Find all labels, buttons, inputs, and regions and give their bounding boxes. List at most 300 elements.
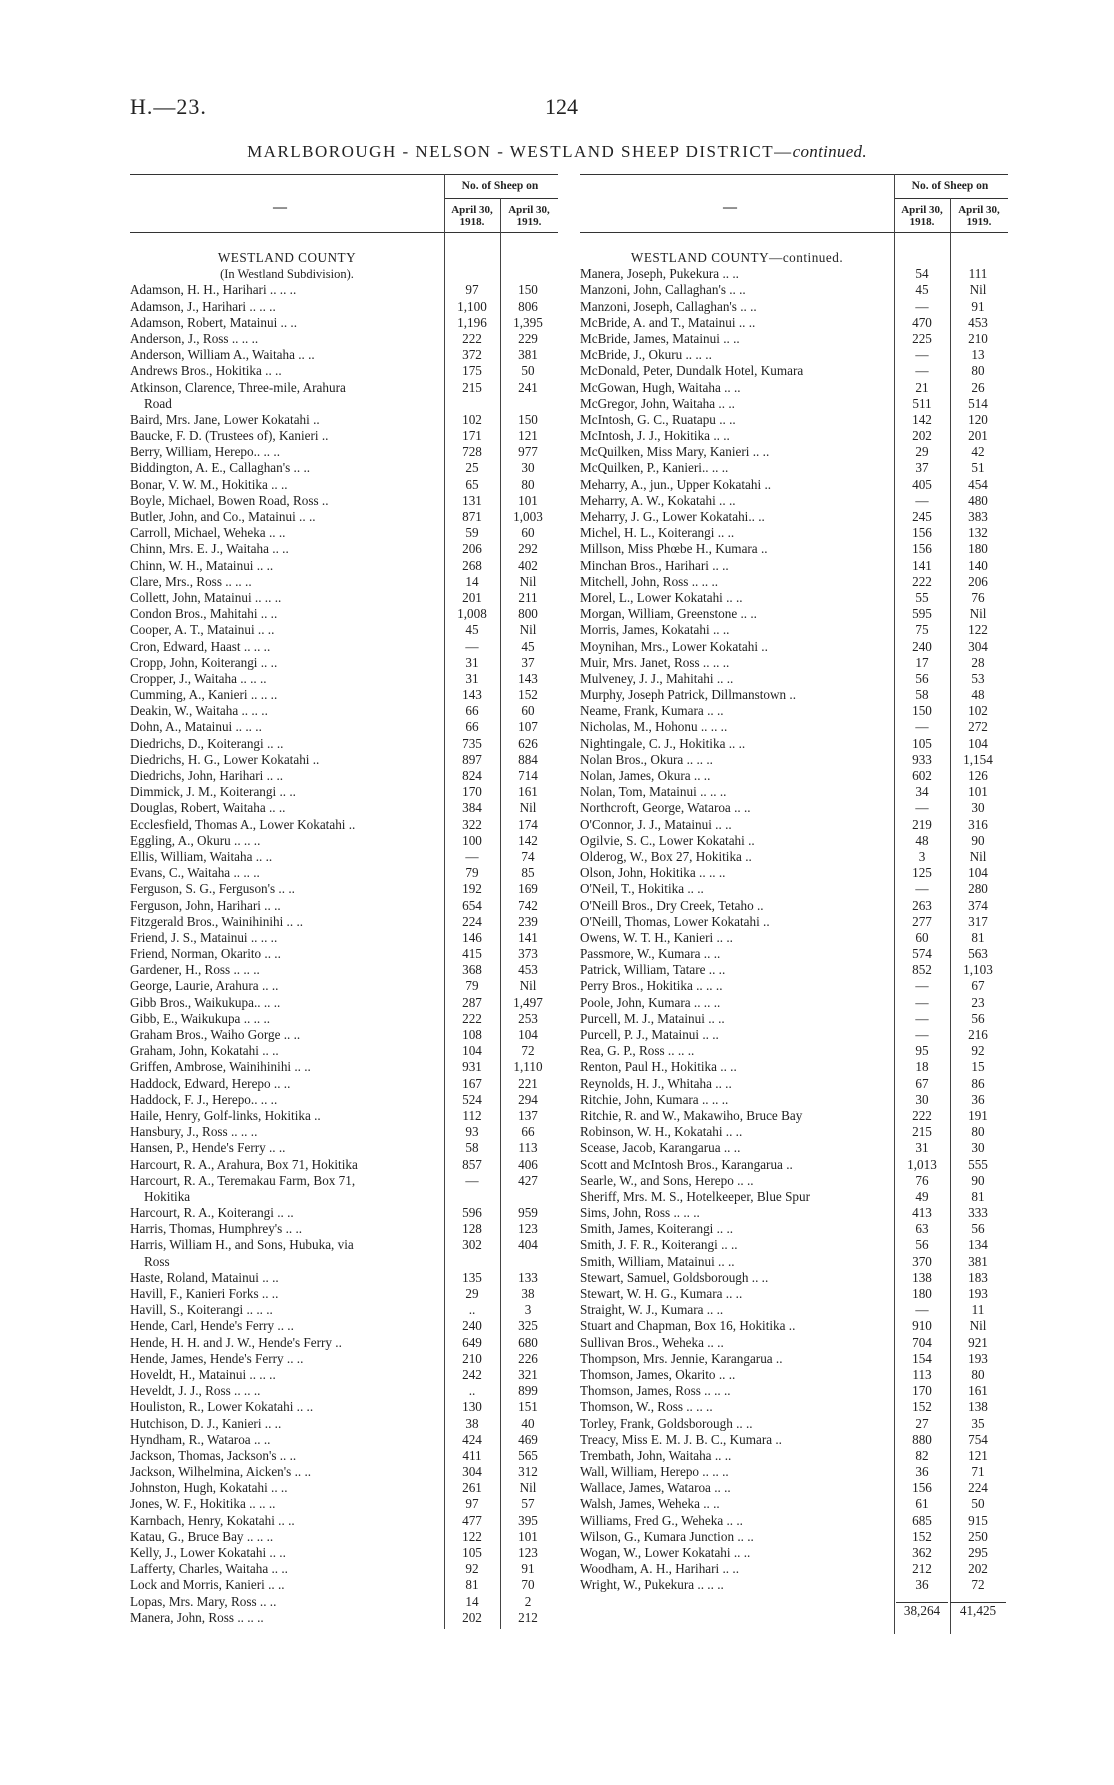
sheep-1919: 514 bbox=[968, 395, 988, 411]
table-row bbox=[130, 315, 558, 331]
table-row bbox=[130, 1496, 558, 1512]
sheep-1918: 93 bbox=[465, 1124, 479, 1140]
table-row bbox=[580, 833, 1008, 849]
table-row bbox=[580, 1157, 1008, 1173]
sheep-1919: 395 bbox=[518, 1512, 538, 1528]
sheep-1919: 3 bbox=[524, 1302, 532, 1318]
sheep-1919: 224 bbox=[968, 1480, 988, 1496]
table-row bbox=[580, 1367, 1008, 1383]
sheep-1919: 1,103 bbox=[963, 962, 993, 978]
sheep-1918: 142 bbox=[912, 411, 932, 427]
sheep-1918: 60 bbox=[915, 929, 929, 945]
owner-name: Carroll, Michael, Weheka .. .. bbox=[130, 525, 286, 541]
table-row bbox=[580, 1189, 1008, 1205]
table-row bbox=[130, 817, 558, 833]
sheep-1918: 477 bbox=[462, 1512, 482, 1528]
header-col-1919-line1: April 30, bbox=[958, 204, 1000, 216]
sheep-1919: 113 bbox=[518, 1140, 538, 1156]
county-heading-text: WESTLAND COUNTY bbox=[217, 250, 357, 265]
header-col-1919 bbox=[500, 204, 558, 228]
sheep-1919: 304 bbox=[968, 638, 988, 654]
sheep-1919: 40 bbox=[521, 1415, 535, 1431]
owner-name: McBride, A. and T., Matainui .. .. bbox=[580, 314, 756, 330]
table-row bbox=[580, 622, 1008, 638]
sheep-1919: 56 bbox=[971, 1221, 985, 1237]
sheep-1919: 143 bbox=[518, 670, 538, 686]
sheep-1919: 30 bbox=[521, 460, 535, 476]
owner-name: Dohn, A., Matainui .. .. .. bbox=[130, 719, 262, 735]
sheep-1919: 101 bbox=[968, 784, 988, 800]
owner-name: Heveldt, J. J., Ross .. .. .. bbox=[130, 1383, 261, 1399]
sheep-1919: Nil bbox=[519, 622, 537, 638]
owner-name: Haddock, F. J., Herepo.. .. .. bbox=[130, 1091, 278, 1107]
table-row bbox=[580, 1059, 1008, 1075]
table-row bbox=[130, 1173, 558, 1189]
table-row bbox=[130, 1124, 558, 1140]
sheep-1919: 312 bbox=[518, 1464, 538, 1480]
header-group-label: No. of Sheep on bbox=[461, 180, 539, 192]
table-row bbox=[580, 1270, 1008, 1286]
owner-name: Harris, Thomas, Humphrey's .. .. bbox=[130, 1221, 303, 1237]
table-row bbox=[130, 639, 558, 655]
owner-name: Meharry, A. W., Kokatahi .. .. bbox=[580, 492, 736, 508]
owner-name: Ferguson, S. G., Ferguson's .. .. bbox=[130, 881, 295, 897]
table-row bbox=[580, 493, 1008, 509]
sheep-1918: 112 bbox=[462, 1107, 482, 1123]
sheep-1918: 152 bbox=[912, 1399, 932, 1415]
sheep-1918: 287 bbox=[462, 994, 482, 1010]
sheep-1918: — bbox=[465, 1172, 479, 1188]
table-row bbox=[580, 914, 1008, 930]
sheep-1918: 92 bbox=[465, 1561, 479, 1577]
owner-name: Karnbach, Henry, Kokatahi .. .. bbox=[130, 1512, 295, 1528]
sheep-1919: 50 bbox=[971, 1496, 985, 1512]
sheep-1919: 90 bbox=[971, 832, 985, 848]
owner-name: Ritchie, R. and W., Makawiho, Bruce Bay bbox=[580, 1107, 803, 1123]
sheep-1919: 321 bbox=[518, 1366, 538, 1382]
sheep-1919: 56 bbox=[971, 1010, 985, 1026]
sheep-1918: — bbox=[915, 1010, 929, 1026]
sheep-1919: 280 bbox=[968, 881, 988, 897]
owner-name: Hansbury, J., Ross .. .. .. bbox=[130, 1124, 258, 1140]
owner-name: Gardener, H., Ross .. .. .. bbox=[130, 962, 260, 978]
sheep-1918: 1,013 bbox=[907, 1156, 937, 1172]
sheep-1919: 60 bbox=[521, 703, 535, 719]
table-row bbox=[580, 1496, 1008, 1512]
sheep-1919: 76 bbox=[971, 589, 985, 605]
owner-name: Harcourt, R. A., Koiterangi .. .. bbox=[130, 1205, 294, 1221]
owner-name: Bonar, V. W. M., Hokitika .. .. bbox=[130, 476, 288, 492]
table-row bbox=[580, 1173, 1008, 1189]
table-row bbox=[130, 331, 558, 347]
owner-name: Passmore, W., Kumara .. .. bbox=[580, 946, 721, 962]
owner-name: Scease, Jacob, Karangarua .. .. bbox=[580, 1140, 741, 1156]
sheep-1919: 241 bbox=[518, 379, 538, 395]
sheep-1918: — bbox=[915, 363, 929, 379]
table-row bbox=[130, 946, 558, 962]
sheep-1918: 596 bbox=[462, 1205, 482, 1221]
table-row bbox=[130, 1545, 558, 1561]
owner-name: O'Neill, Thomas, Lower Kokatahi .. bbox=[580, 913, 770, 929]
sheep-1919: 126 bbox=[968, 768, 988, 783]
table-row bbox=[130, 1399, 558, 1415]
sheep-1919: 134 bbox=[968, 1237, 988, 1253]
table-row bbox=[580, 1092, 1008, 1108]
sheep-1918: 154 bbox=[912, 1350, 932, 1366]
table-row bbox=[130, 1140, 558, 1156]
owner-name: Cumming, A., Kanieri .. .. .. bbox=[130, 687, 278, 703]
sheep-1919: 427 bbox=[518, 1172, 538, 1188]
table-row bbox=[130, 1108, 558, 1124]
table-row bbox=[130, 1157, 558, 1173]
sheep-1918: 37 bbox=[915, 460, 929, 476]
owner-name: Harris, William H., and Sons, Hubuka, via bbox=[130, 1237, 354, 1253]
sheep-1919: 221 bbox=[518, 1075, 538, 1091]
owner-name: Manera, John, Ross .. .. .. bbox=[130, 1609, 264, 1625]
sheep-1918: 131 bbox=[462, 492, 482, 508]
sheep-1918: 268 bbox=[462, 557, 482, 573]
table-row bbox=[130, 444, 558, 460]
header-bottom-rule bbox=[130, 232, 558, 233]
table-row bbox=[580, 1302, 1008, 1318]
sheep-1919: 81 bbox=[971, 929, 985, 945]
owner-name: Smith, William, Matainui .. .. bbox=[580, 1253, 735, 1269]
owner-name: Baucke, F. D. (Trustees of), Kanieri .. bbox=[130, 428, 329, 444]
sheep-1918: 146 bbox=[462, 929, 482, 945]
table-row bbox=[580, 1448, 1008, 1464]
owner-name: Straight, W. J., Kumara .. .. bbox=[580, 1302, 724, 1318]
owner-name: McDonald, Peter, Dundalk Hotel, Kumara bbox=[580, 363, 804, 379]
table-row bbox=[130, 1577, 558, 1593]
owner-name: Harcourt, R. A., Arahura, Box 71, Hokitika bbox=[130, 1156, 358, 1172]
sheep-1918: 857 bbox=[462, 1156, 482, 1172]
sheep-1918: 511 bbox=[912, 395, 932, 411]
county-heading bbox=[130, 250, 558, 266]
sheep-1918: 156 bbox=[912, 541, 932, 557]
sheep-1919: 35 bbox=[971, 1415, 985, 1431]
table-row bbox=[580, 460, 1008, 476]
sheep-1918: 48 bbox=[915, 832, 929, 848]
table-row bbox=[580, 1076, 1008, 1092]
header-sub-rule bbox=[444, 198, 558, 199]
sheep-1918: 171 bbox=[462, 428, 482, 444]
owner-name: Stewart, Samuel, Goldsborough .. .. bbox=[580, 1269, 769, 1285]
sheep-1918: 55 bbox=[915, 589, 929, 605]
table-row bbox=[580, 639, 1008, 655]
table-row bbox=[130, 1610, 558, 1626]
sheep-1918: 201 bbox=[462, 589, 482, 605]
table-row bbox=[130, 1367, 558, 1383]
owner-name: Walsh, James, Weheka .. .. bbox=[580, 1496, 720, 1512]
sheep-1919: 453 bbox=[518, 962, 538, 978]
owner-name: Scott and McIntosh Bros., Karangarua .. bbox=[580, 1156, 793, 1172]
table-row bbox=[130, 412, 558, 428]
sheep-1918: 36 bbox=[915, 1577, 929, 1593]
sheep-1919: 469 bbox=[518, 1431, 538, 1447]
sheep-1919: 132 bbox=[968, 525, 988, 541]
sheep-1918: 156 bbox=[912, 525, 932, 541]
owner-name: Thomson, James, Okarito .. .. bbox=[580, 1366, 736, 1382]
table-row bbox=[130, 1254, 558, 1270]
sheep-1919: 193 bbox=[968, 1286, 988, 1301]
owner-name: Fitzgerald Bros., Wainihinihi .. .. bbox=[130, 913, 304, 929]
page-number: 124 bbox=[545, 94, 578, 119]
owner-name: McBride, J., Okuru .. .. .. bbox=[580, 347, 712, 363]
sheep-1918: 852 bbox=[912, 962, 932, 978]
sheep-1919: Nil bbox=[969, 848, 987, 864]
table-row bbox=[130, 1383, 558, 1399]
table-row bbox=[130, 736, 558, 752]
table-row bbox=[580, 541, 1008, 557]
owner-name: Hutchison, D. J., Kanieri .. .. bbox=[130, 1415, 282, 1431]
sheep-1918: 728 bbox=[462, 444, 482, 460]
owner-name: Murphy, Joseph Patrick, Dillmanstown .. bbox=[580, 687, 796, 703]
sheep-1918: 56 bbox=[915, 1237, 929, 1253]
table-row bbox=[580, 768, 1008, 784]
table-row bbox=[130, 655, 558, 671]
table-row bbox=[130, 1480, 558, 1496]
table-row bbox=[580, 1513, 1008, 1529]
owner-name: Haddock, Edward, Herepo .. .. bbox=[130, 1075, 291, 1091]
owner-name: Road bbox=[144, 395, 172, 411]
table-row bbox=[580, 687, 1008, 703]
owner-name: Graham, John, Kokatahi .. .. bbox=[130, 1043, 279, 1059]
owner-name: Adamson, H. H., Harihari .. .. .. bbox=[130, 282, 297, 298]
sheep-1919: 38 bbox=[521, 1286, 535, 1301]
sheep-1918: 370 bbox=[912, 1253, 932, 1269]
sheep-1919: 122 bbox=[968, 622, 988, 638]
header-dash: — bbox=[273, 200, 287, 215]
sheep-1918: 66 bbox=[465, 703, 479, 719]
owner-name: Ferguson, John, Harihari .. .. bbox=[130, 897, 281, 913]
sheep-1919: 42 bbox=[971, 444, 985, 460]
sheep-1919: 137 bbox=[518, 1107, 538, 1123]
owner-name: Atkinson, Clarence, Three-mile, Arahura bbox=[130, 379, 346, 395]
owner-name: Lopas, Mrs. Mary, Ross .. .. bbox=[130, 1593, 277, 1609]
table-row bbox=[580, 347, 1008, 363]
sheep-1918: 143 bbox=[462, 687, 482, 703]
sheep-1918: 59 bbox=[465, 525, 479, 541]
table-row bbox=[580, 1432, 1008, 1448]
owner-name: Mitchell, John, Ross .. .. .. bbox=[580, 573, 719, 589]
owner-name: Cropper, J., Waitaha .. .. .. bbox=[130, 670, 267, 686]
sheep-1919: 80 bbox=[971, 1124, 985, 1140]
sheep-1919: 454 bbox=[968, 476, 988, 492]
sheep-1919: 30 bbox=[971, 1140, 985, 1156]
sheep-1919: 404 bbox=[518, 1237, 538, 1253]
table-row bbox=[580, 946, 1008, 962]
sheep-1919: 193 bbox=[968, 1350, 988, 1366]
owner-name: Boyle, Michael, Bowen Road, Ross .. bbox=[130, 492, 329, 508]
owner-name: Jones, W. F., Hokitika .. .. .. bbox=[130, 1496, 276, 1512]
owner-name: Morgan, William, Greenstone .. .. bbox=[580, 606, 757, 622]
sheep-1919: 211 bbox=[518, 589, 538, 605]
table-row bbox=[580, 719, 1008, 735]
sheep-1919: 742 bbox=[518, 897, 538, 913]
owner-name: Stewart, W. H. G., Kumara .. .. bbox=[580, 1286, 743, 1301]
sheep-1918: 95 bbox=[915, 1043, 929, 1059]
sheep-1918: 192 bbox=[462, 881, 482, 897]
table-row bbox=[580, 1011, 1008, 1027]
table-row bbox=[580, 1561, 1008, 1577]
table-row bbox=[580, 1108, 1008, 1124]
owner-name: McIntosh, J. J., Hokitika .. .. bbox=[580, 428, 730, 444]
sheep-1918: 735 bbox=[462, 735, 482, 751]
table-row bbox=[580, 865, 1008, 881]
table-row bbox=[130, 833, 558, 849]
header-group-label: No. of Sheep on bbox=[911, 180, 989, 192]
owner-name: Muir, Mrs. Janet, Ross .. .. .. bbox=[580, 654, 730, 670]
sheep-1918: 277 bbox=[912, 913, 932, 929]
table-row bbox=[580, 412, 1008, 428]
sheep-1918: 180 bbox=[912, 1286, 932, 1301]
sheep-1918: 79 bbox=[465, 978, 479, 994]
sheep-1919: 295 bbox=[968, 1545, 988, 1560]
sheep-1918: 97 bbox=[465, 282, 479, 298]
sheep-1919: 151 bbox=[518, 1399, 538, 1415]
table-row bbox=[130, 299, 558, 315]
header-col-1918-line2: 1918. bbox=[459, 216, 485, 228]
sheep-1919: 202 bbox=[968, 1561, 988, 1577]
table-row bbox=[130, 1092, 558, 1108]
sheep-1919: 28 bbox=[971, 654, 985, 670]
total-1919: 41,425 bbox=[950, 1602, 1006, 1619]
sheep-1918: 368 bbox=[462, 962, 482, 978]
sheep-1918: 224 bbox=[462, 913, 482, 929]
sheep-1918: 602 bbox=[912, 768, 932, 783]
sheep-1918: 910 bbox=[912, 1318, 932, 1334]
owner-name: Haile, Henry, Golf-links, Hokitika .. bbox=[130, 1107, 321, 1123]
header-dash: — bbox=[723, 200, 737, 215]
table-row bbox=[130, 1529, 558, 1545]
sheep-1919: 253 bbox=[518, 1010, 538, 1026]
sheep-1918: 58 bbox=[465, 1140, 479, 1156]
table-row bbox=[580, 1464, 1008, 1480]
table-row bbox=[130, 1513, 558, 1529]
owner-name: Morel, L., Lower Kokatahi .. .. bbox=[580, 589, 743, 605]
owner-name: Wall, William, Herepo .. .. .. bbox=[580, 1464, 729, 1480]
table-row bbox=[580, 930, 1008, 946]
table-row bbox=[130, 671, 558, 687]
sheep-1919: 152 bbox=[518, 687, 538, 703]
owner-name: Hende, James, Hende's Ferry .. .. bbox=[130, 1350, 304, 1366]
table-row bbox=[580, 606, 1008, 622]
table-row bbox=[580, 477, 1008, 493]
sheep-1918: 871 bbox=[462, 509, 482, 524]
sheep-1918: 413 bbox=[912, 1205, 932, 1221]
sheep-1918: 31 bbox=[465, 670, 479, 686]
sheep-1919: 50 bbox=[521, 363, 535, 379]
sheep-1918: 933 bbox=[912, 751, 932, 767]
table-row bbox=[580, 1140, 1008, 1156]
header-sub-rule bbox=[894, 198, 1008, 199]
sheep-1919: 333 bbox=[968, 1205, 988, 1221]
sheep-1919: 806 bbox=[518, 298, 538, 314]
top-rule bbox=[130, 174, 558, 175]
table-row bbox=[580, 1043, 1008, 1059]
sheep-1918: 170 bbox=[912, 1383, 932, 1399]
sheep-1919: 406 bbox=[518, 1156, 538, 1172]
table-row bbox=[130, 1416, 558, 1432]
sheep-1919: 150 bbox=[518, 282, 538, 298]
owner-name: Purcell, M. J., Matainui .. .. bbox=[580, 1010, 725, 1026]
sheep-1918: 104 bbox=[462, 1043, 482, 1059]
sheep-1919: 91 bbox=[521, 1561, 535, 1577]
sheep-1918: 100 bbox=[462, 832, 482, 848]
owner-name: Harcourt, R. A., Teremakau Farm, Box 71, bbox=[130, 1172, 356, 1188]
sheep-1918: — bbox=[465, 848, 479, 864]
header-col-1919-line1: April 30, bbox=[508, 204, 550, 216]
sheep-1919: 57 bbox=[521, 1496, 535, 1512]
table-row bbox=[580, 380, 1008, 396]
table-row bbox=[580, 1577, 1008, 1593]
sheep-1918: 1,008 bbox=[457, 606, 487, 622]
sheep-1918: — bbox=[915, 978, 929, 994]
sheep-1919: Nil bbox=[519, 978, 537, 994]
table-row bbox=[130, 849, 558, 865]
header-col-1918-line2: 1918. bbox=[909, 216, 935, 228]
owner-name: Griffen, Ambrose, Wainihinihi .. .. bbox=[130, 1059, 311, 1075]
owner-name: Berry, William, Herepo.. .. .. bbox=[130, 444, 280, 460]
owner-name: Johnston, Hugh, Kokatahi .. .. bbox=[130, 1480, 288, 1496]
table-row bbox=[130, 1318, 558, 1334]
sheep-1919: 402 bbox=[518, 557, 538, 573]
sheep-1918: 405 bbox=[912, 476, 932, 492]
owner-name: Thompson, Mrs. Jennie, Karangarua .. bbox=[580, 1350, 783, 1366]
owner-name: Williams, Fred G., Weheka .. .. bbox=[580, 1512, 743, 1528]
header-bottom-rule bbox=[580, 232, 1008, 233]
table-row bbox=[580, 784, 1008, 800]
sheep-1918: 38 bbox=[465, 1415, 479, 1431]
owner-name: Meharry, A., jun., Upper Kokatahi .. bbox=[580, 476, 772, 492]
sheep-1919: 15 bbox=[971, 1059, 985, 1075]
sheep-1919: 1,154 bbox=[963, 751, 993, 767]
sheep-1918: 302 bbox=[462, 1237, 482, 1253]
sheep-1918: 54 bbox=[915, 266, 929, 282]
sheep-1919: 212 bbox=[518, 1609, 538, 1625]
table-row bbox=[130, 428, 558, 444]
sheep-1918: — bbox=[915, 994, 929, 1010]
owner-name: Clare, Mrs., Ross .. .. .. bbox=[130, 573, 252, 589]
sheep-1918: 25 bbox=[465, 460, 479, 476]
sheep-1919: 229 bbox=[518, 330, 538, 346]
sheep-1919: 81 bbox=[971, 1188, 985, 1204]
owner-name: Cropp, John, Koiterangi .. .. bbox=[130, 654, 278, 670]
sheep-1918: — bbox=[915, 881, 929, 897]
sheep-1919: 169 bbox=[518, 881, 538, 897]
owner-name: Hansen, P., Hende's Ferry .. .. bbox=[130, 1140, 286, 1156]
sheep-1918: 897 bbox=[462, 751, 482, 767]
sheep-1918: 202 bbox=[462, 1609, 482, 1625]
owner-name: Woodham, A. H., Harihari .. .. bbox=[580, 1561, 739, 1577]
table-row bbox=[580, 331, 1008, 347]
sheep-1919: 161 bbox=[968, 1383, 988, 1399]
sheep-1918: 14 bbox=[465, 573, 479, 589]
sheep-1918: 21 bbox=[915, 379, 929, 395]
owner-name: Perry Bros., Hokitika .. .. .. bbox=[580, 978, 723, 994]
title-suffix: continued. bbox=[792, 142, 867, 161]
sheep-1919: 138 bbox=[968, 1399, 988, 1415]
table-row bbox=[130, 396, 558, 412]
table-row bbox=[130, 881, 558, 897]
owner-name: Condon Bros., Mahitahi .. .. bbox=[130, 606, 278, 622]
owner-name: McGregor, John, Waitaha .. .. bbox=[580, 395, 735, 411]
owner-name: McIntosh, G. C., Ruatapu .. .. bbox=[580, 411, 736, 427]
table-row bbox=[130, 1027, 558, 1043]
sheep-1919: 680 bbox=[518, 1334, 538, 1350]
owner-name: Gibb, E., Waikukupa .. .. .. bbox=[130, 1010, 271, 1026]
owner-name: Thomson, James, Ross .. .. .. bbox=[580, 1383, 731, 1399]
